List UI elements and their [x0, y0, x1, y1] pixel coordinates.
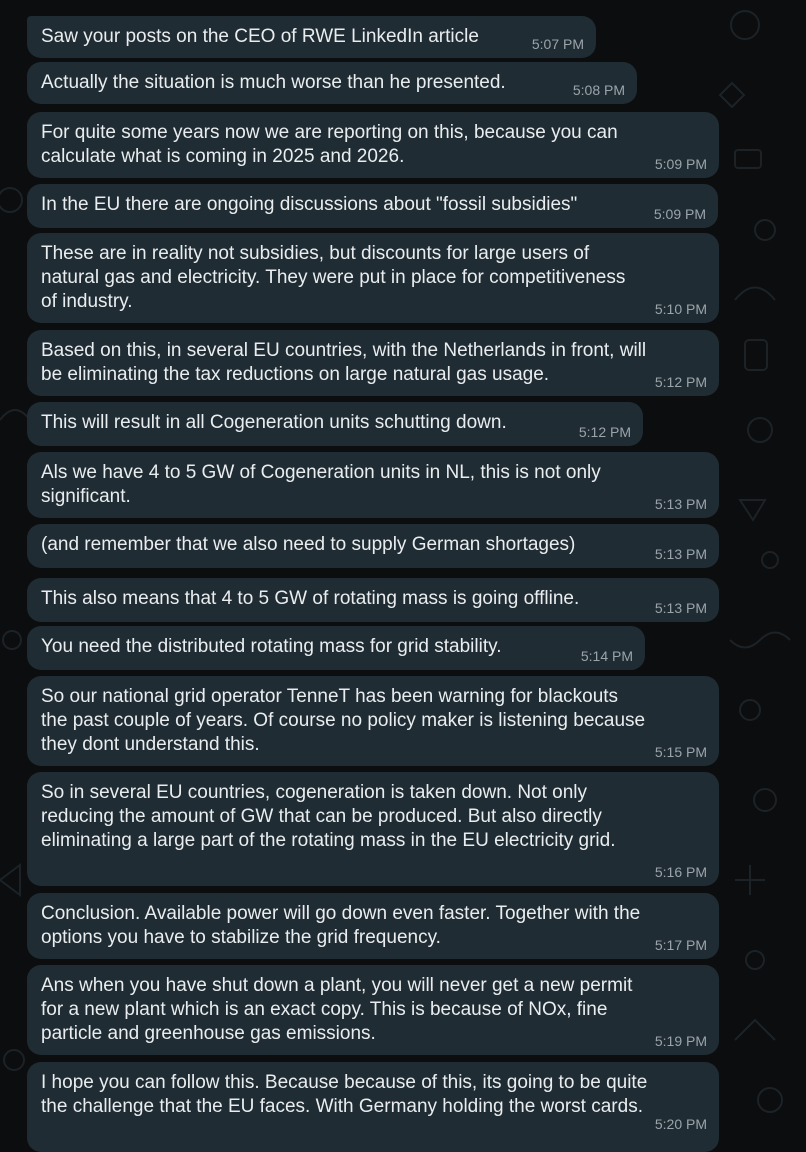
message-bubble[interactable] [27, 578, 719, 622]
message-bubble[interactable] [27, 452, 719, 518]
message-text: Ans when you have shut down a plant, you will never get a new permit for a new plant which is an exact copy. This is because of NOx, fine particle and greenhouse gas emissions. [41, 975, 633, 1044]
message-timestamp: 5:15 PM [654, 744, 707, 760]
message-timestamp: 5:08 PM [572, 82, 625, 98]
message-bubble[interactable] [27, 16, 596, 58]
message-text: Saw your posts on the CEO of RWE LinkedIn article [41, 26, 479, 47]
message-text: Based on this, in several EU countries, with the Netherlands in front, will be eliminating the tax reductions on large natural gas usage. [41, 340, 647, 385]
message-bubble[interactable] [27, 1062, 719, 1152]
message-text: Actually the situation is much worse than he presented. [41, 72, 506, 93]
message-timestamp: 5:12 PM [654, 374, 707, 390]
message-text: You need the distributed rotating mass for grid stability. [41, 636, 502, 657]
message-bubble[interactable] [27, 893, 719, 959]
message-bubble[interactable] [27, 676, 719, 766]
message-text: In the EU there are ongoing discussions about "fossil subsidies" [41, 194, 578, 215]
message-timestamp: 5:10 PM [654, 301, 707, 317]
message-bubble[interactable] [27, 965, 719, 1055]
message-timestamp: 5:09 PM [653, 206, 706, 222]
message-timestamp: 5:14 PM [580, 648, 633, 664]
message-bubble[interactable] [27, 112, 719, 178]
message-bubble[interactable] [27, 772, 719, 886]
message-timestamp: 5:09 PM [654, 156, 707, 172]
message-bubble[interactable] [27, 62, 637, 104]
message-text: So in several EU countries, cogeneration is taken down. Not only reducing the amount of GW that can be produced. But also directly eliminating a large part of the rotating mass in the EU electricity grid. [41, 782, 616, 851]
message-bubble[interactable] [27, 330, 719, 396]
message-timestamp: 5:19 PM [654, 1033, 707, 1049]
message-timestamp: 5:20 PM [654, 1116, 707, 1132]
message-bubble[interactable] [27, 184, 718, 228]
message-bubble[interactable] [27, 626, 645, 670]
message-bubble[interactable] [27, 524, 719, 568]
message-timestamp: 5:13 PM [654, 496, 707, 512]
message-text: This also means that 4 to 5 GW of rotating mass is going offline. [41, 588, 580, 609]
message-text: Als we have 4 to 5 GW of Cogeneration units in NL, this is not only significant. [41, 462, 601, 507]
message-timestamp: 5:07 PM [531, 36, 584, 52]
message-timestamp: 5:13 PM [654, 546, 707, 562]
message-text: Conclusion. Available power will go down even faster. Together with the options you have to stabilize the grid frequency. [41, 903, 641, 948]
message-timestamp: 5:17 PM [654, 937, 707, 953]
message-text: These are in reality not subsidies, but discounts for large users of natural gas and electricity. They were put in place for competitiveness of industry. [41, 243, 626, 312]
message-timestamp: 5:13 PM [654, 600, 707, 616]
message-text: For quite some years now we are reporting on this, because you can calculate what is coming in 2025 and 2026. [41, 122, 618, 167]
message-timestamp: 5:16 PM [654, 864, 707, 880]
message-text: This will result in all Cogeneration units schutting down. [41, 412, 507, 433]
message-text: (and remember that we also need to supply German shortages) [41, 534, 576, 555]
message-text: I hope you can follow this. Because because of this, its going to be quite the challenge that the EU faces. With Germany holding the worst cards. [41, 1072, 648, 1117]
message-timestamp: 5:12 PM [578, 424, 631, 440]
message-bubble[interactable] [27, 402, 643, 446]
message-text: So our national grid operator TenneT has been warning for blackouts the past couple of years. Of course no policy maker is listening because they dont understand this. [41, 686, 646, 755]
message-bubble[interactable] [27, 233, 719, 323]
